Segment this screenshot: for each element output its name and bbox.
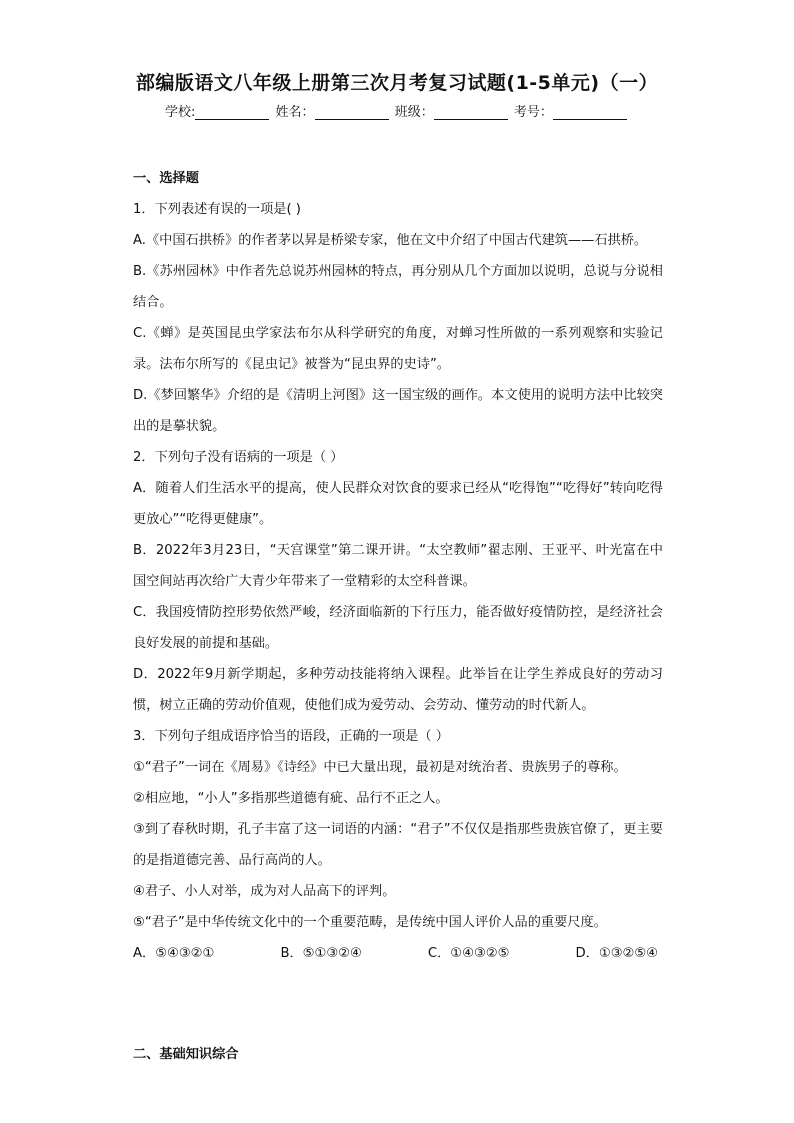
section-title-choice: 一、选择题 bbox=[133, 171, 199, 186]
question-1 bbox=[133, 194, 663, 442]
option-c: C．我国疫情防控形势依然严峻，经济面临新的下行压力，能否做好疫情防控，是经济社会良好发展的前提和基础。 bbox=[133, 605, 663, 651]
choice-b: B．⑤①③②④ bbox=[280, 946, 362, 961]
class-label: 班级： bbox=[394, 105, 434, 120]
option-d: D．2022年9月新学期起，多种劳动技能将纳入课程。此举旨在让学生养成良好的劳动习惯，树立正确的劳动价值观，使他们成为爱劳动、会劳动、懂劳动的时代新人。 bbox=[133, 667, 663, 713]
option-b: B．2022年3月23日，“天宫课堂”第二课开讲。“太空教师”翟志刚、王亚平、叶光富在中国空间站再次给广大青少年带来了一堂精彩的太空科普课。 bbox=[133, 543, 663, 589]
name-label: 姓名： bbox=[275, 105, 315, 120]
sentence-item: ②相应地，“小人”多指那些道德有疵、品行不正之人。 bbox=[133, 791, 449, 806]
name-blank bbox=[315, 105, 389, 120]
sentence-item: ⑤“君子”是中华传统文化中的一个重要范畴，是传统中国人评价人品的重要尺度。 bbox=[133, 915, 607, 930]
option-a: A.《中国石拱桥》的作者茅以昇是桥梁专家，他在文中介绍了中国古代建筑——石拱桥。 bbox=[133, 233, 648, 248]
school-label: 学校: bbox=[165, 105, 196, 120]
exam-title: 部编版语文八年级上册第三次月考复习试题(1-5单元)（一） bbox=[135, 72, 659, 94]
section-choice bbox=[133, 163, 663, 969]
choice-a: A．⑤④③②① bbox=[133, 946, 215, 961]
question-stem: 2．下列句子没有语病的一项是（ ） bbox=[133, 450, 344, 465]
number-label: 考号： bbox=[513, 105, 553, 120]
student-info-row bbox=[165, 101, 629, 120]
question-stem: 3．下列句子组成语序恰当的语段，正确的一项是（ ） bbox=[133, 729, 449, 744]
choice-c: C．①④③②⑤ bbox=[427, 946, 510, 961]
class-blank bbox=[434, 105, 508, 120]
question-2 bbox=[133, 442, 663, 721]
choice-d: D．①③②⑤④ bbox=[575, 946, 658, 961]
question-3 bbox=[133, 721, 663, 969]
question-stem: 1．下列表述有误的一项是( ) bbox=[133, 202, 301, 217]
option-b: B.《苏州园林》中作者先总说苏州园林的特点，再分别从几个方面加以说明，总说与分说相结合。 bbox=[133, 264, 663, 310]
option-d: D.《梦回繁华》介绍的是《清明上河图》这一国宝级的画作。本文使用的说明方法中比较突出的是摹状貌。 bbox=[133, 388, 663, 434]
sentence-item: ③到了春秋时期，孔子丰富了这一词语的内涵：“君子”不仅仅是指那些贵族官僚了，更主要的是指道德完善、品行高尚的人。 bbox=[133, 822, 663, 868]
section-title-basic: 二、基础知识综合 bbox=[133, 1047, 239, 1062]
sentence-item: ①“君子”一词在《周易》《诗经》中已大量出现，最初是对统治者、贵族男子的尊称。 bbox=[133, 760, 627, 775]
answer-choices bbox=[133, 938, 658, 969]
school-blank bbox=[195, 105, 269, 120]
number-blank bbox=[553, 105, 627, 120]
sentence-item: ④君子、小人对举，成为对人品高下的评判。 bbox=[133, 884, 396, 899]
option-a: A．随着人们生活水平的提高，使人民群众对饮食的要求已经从“吃得饱”“吃得好”转向吃得更放心”“吃得更健康”。 bbox=[133, 481, 663, 527]
option-c: C.《蝉》是英国昆虫学家法布尔从科学研究的角度，对蝉习性所做的一系列观察和实验记录。法布尔所写的《昆虫记》被誉为“昆虫界的史诗”。 bbox=[133, 326, 663, 372]
